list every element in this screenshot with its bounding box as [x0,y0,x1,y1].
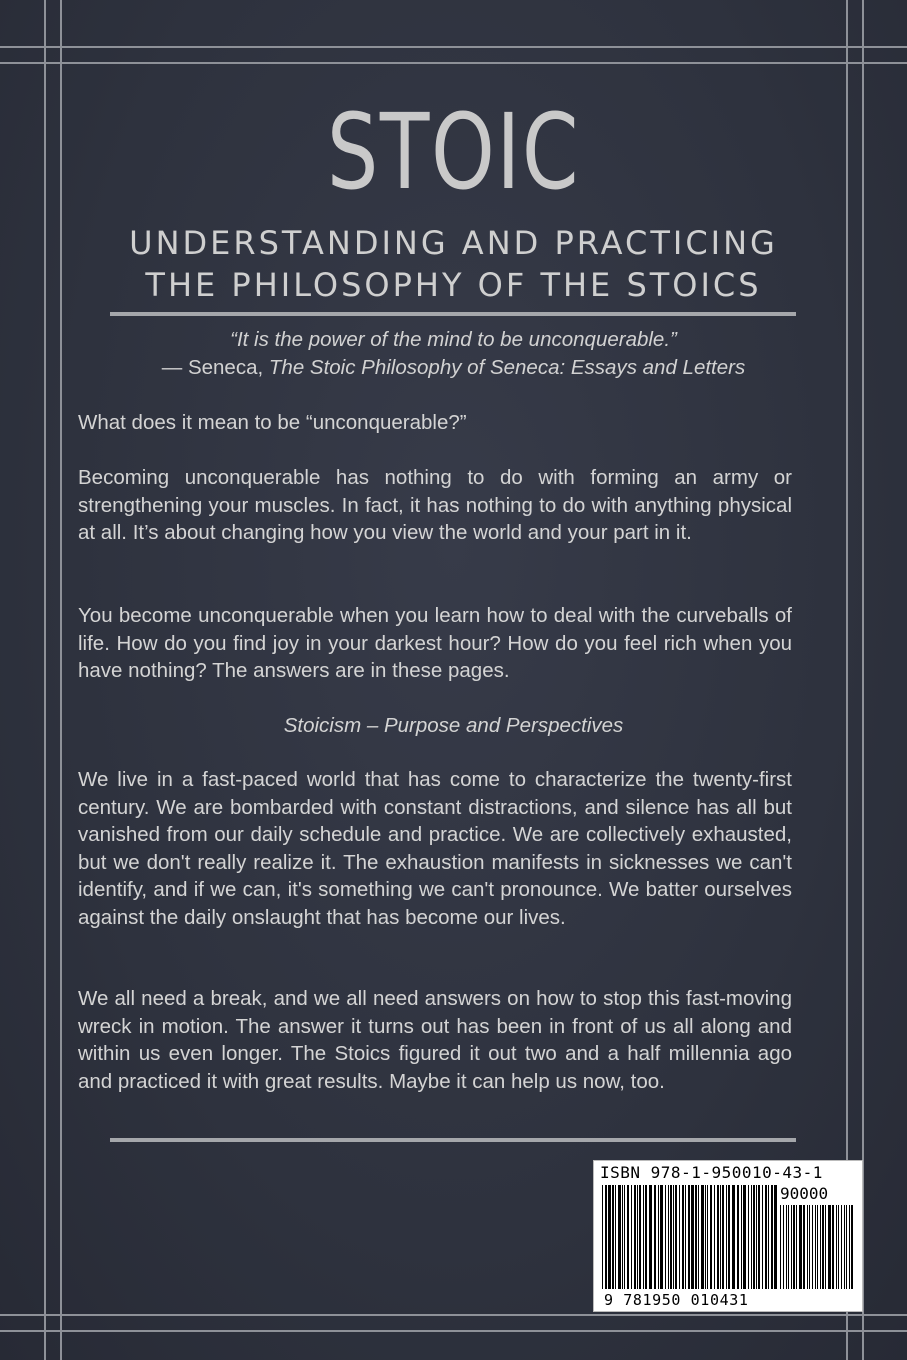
barcode-bar [851,1205,853,1289]
barcode-bar [643,1185,644,1289]
barcode-bar [809,1205,810,1289]
divider-top [110,312,796,316]
barcode-bar [673,1185,674,1289]
paragraph-5: We all need a break, and we all need answers on how to stop this fast-moving wreck in motion. The answer it turns out has been in front of us all along and within us even longer. The Stoics figured it out two and a half millennia ago and practiced it with great results. Maybe it can help us now, too. [78,987,792,1093]
epigraph-work: The Stoic Philosophy of Seneca: Essays and Letters [268,356,746,379]
barcode-bar [605,1185,607,1289]
barcode-bar [849,1205,850,1289]
barcode-bar [793,1205,795,1289]
frame-line-top [0,46,907,48]
barcode-bar [682,1185,684,1289]
barcode-bar [737,1185,739,1289]
barcode-bar [788,1205,789,1289]
barcode-bar [786,1205,787,1289]
subtitle-line-2: THE PHILOSOPHY OF THE STOICS [145,266,762,304]
barcode-bar [637,1185,638,1289]
barcode-bar [799,1205,802,1289]
barcode-addon-bars [780,1205,854,1289]
barcode-bar [743,1185,746,1289]
frame-line-right-inner [846,0,848,1360]
barcode-bar [836,1205,837,1289]
barcode-bar [685,1185,686,1289]
barcode-bar [717,1185,719,1289]
barcode-bar [791,1205,792,1289]
book-title: STOIC [326,91,581,213]
barcode-bar [631,1185,632,1289]
barcode-bar [679,1185,680,1289]
book-subtitle [60,222,847,306]
barcode-bar [844,1205,845,1289]
barcode-bar [615,1185,616,1289]
frame-line-right [862,0,864,1360]
barcode-bar [622,1185,623,1289]
barcode-bar [688,1185,690,1289]
barcode-bar [783,1205,784,1289]
barcode-bar [691,1185,694,1289]
barcode-bar [817,1205,818,1289]
barcode-bar [612,1185,614,1289]
barcode-bar [758,1185,760,1289]
barcode-bar [670,1185,672,1289]
barcode-bar [665,1185,666,1289]
barcode-bar [720,1185,721,1289]
barcode-bar [771,1185,773,1289]
frame-line-bottom [0,1330,907,1332]
barcode-bar [668,1185,669,1289]
frame-line-left [44,0,46,1360]
barcode-bar [639,1185,641,1289]
barcode-bar [627,1185,629,1289]
barcode-digits: 9 781950 010431 [604,1291,749,1309]
epigraph-author: — Seneca, [161,356,269,379]
barcode-bar [780,1205,781,1289]
barcode-bar [832,1205,834,1289]
barcode-bar [660,1185,663,1289]
barcode-bar [624,1185,625,1289]
barcode-bar [608,1185,611,1289]
barcode-bar [634,1185,636,1289]
barcode-bar [698,1185,699,1289]
barcode-bar [726,1185,727,1289]
barcode-bar [753,1185,755,1289]
barcode-bar [654,1185,656,1289]
barcode-bar [645,1185,647,1289]
barcode-bar [741,1185,742,1289]
subtitle-line-1: UNDERSTANDING AND PRACTICING [129,224,778,262]
barcode-bar [695,1185,697,1289]
barcode-bar [728,1185,730,1289]
epigraph-attribution [78,354,829,382]
barcode-bar [649,1185,652,1289]
barcode-bar [707,1185,708,1289]
barcode-bar [841,1205,842,1289]
barcode-bar [710,1185,712,1289]
barcode-bar [751,1185,752,1289]
barcode-bar [825,1205,826,1289]
barcode-bar [714,1185,715,1289]
barcode-bar [701,1185,704,1289]
barcode-bar [602,1185,603,1289]
barcode-bar [828,1205,831,1289]
frame-line-bottom-inner [0,1314,907,1316]
barcode-bar [838,1205,839,1289]
barcode-bar [765,1185,767,1289]
paragraph-4: We live in a fast-paced world that has come to characterize the twenty-first century. We are bombarded with constant distractions, and silence has all but vanished from our daily schedule and practice. We are collectively exhausted, but we don't really realize it. The exhaustion manifests in sicknesses we can't identify, and if we can, it's something we can't pronounce. We batter ourselves against the daily onslaught that has become our lives. [78,768,792,929]
divider-bottom [110,1138,796,1142]
paragraph-1: What does it mean to be “unconquerable?” [78,411,467,434]
section-heading: Stoicism – Purpose and Perspectives [283,714,624,737]
paragraph-2: Becoming unconquerable has nothing to do with forming an army or strengthening your muscles. In fact, it has nothing to do with anything physical at all. It’s about changing how you view the world and your part in it. [78,466,792,544]
barcode-bar [796,1205,797,1289]
barcode-bar [768,1185,769,1289]
barcode-bar [803,1205,805,1289]
isbn-barcode [593,1160,863,1312]
isbn-number: ISBN 978-1-950010-43-1 [600,1163,823,1182]
epigraph [78,326,829,382]
barcode-bar [815,1205,816,1289]
barcode-bar [846,1205,847,1289]
barcode-bars [602,1185,778,1289]
barcode-bar [822,1205,824,1289]
barcode-bar [722,1185,724,1289]
paragraph-3: You become unconquerable when you learn how to deal with the curveballs of life. How do you find joy in your darkest hour? How do you feel rich when you have nothing? The answers are in these pages. [78,604,792,682]
barcode-bar [705,1185,706,1289]
barcode-bar [618,1185,621,1289]
frame-line-left-inner [60,0,62,1360]
barcode-bar [675,1185,677,1289]
barcode-bar [756,1185,757,1289]
barcode-bar [807,1205,808,1289]
barcode-bar [658,1185,659,1289]
frame-line-top-inner [0,62,907,64]
epigraph-text: “It is the power of the mind to be unconquerable.” [230,328,677,351]
barcode-bar [732,1185,735,1289]
barcode-bar [762,1185,763,1289]
barcode-bar [748,1185,749,1289]
barcode-price-code: 90000 [780,1184,829,1203]
barcode-bar [820,1205,821,1289]
barcode-bar [812,1205,813,1289]
barcode-bar [774,1185,777,1289]
